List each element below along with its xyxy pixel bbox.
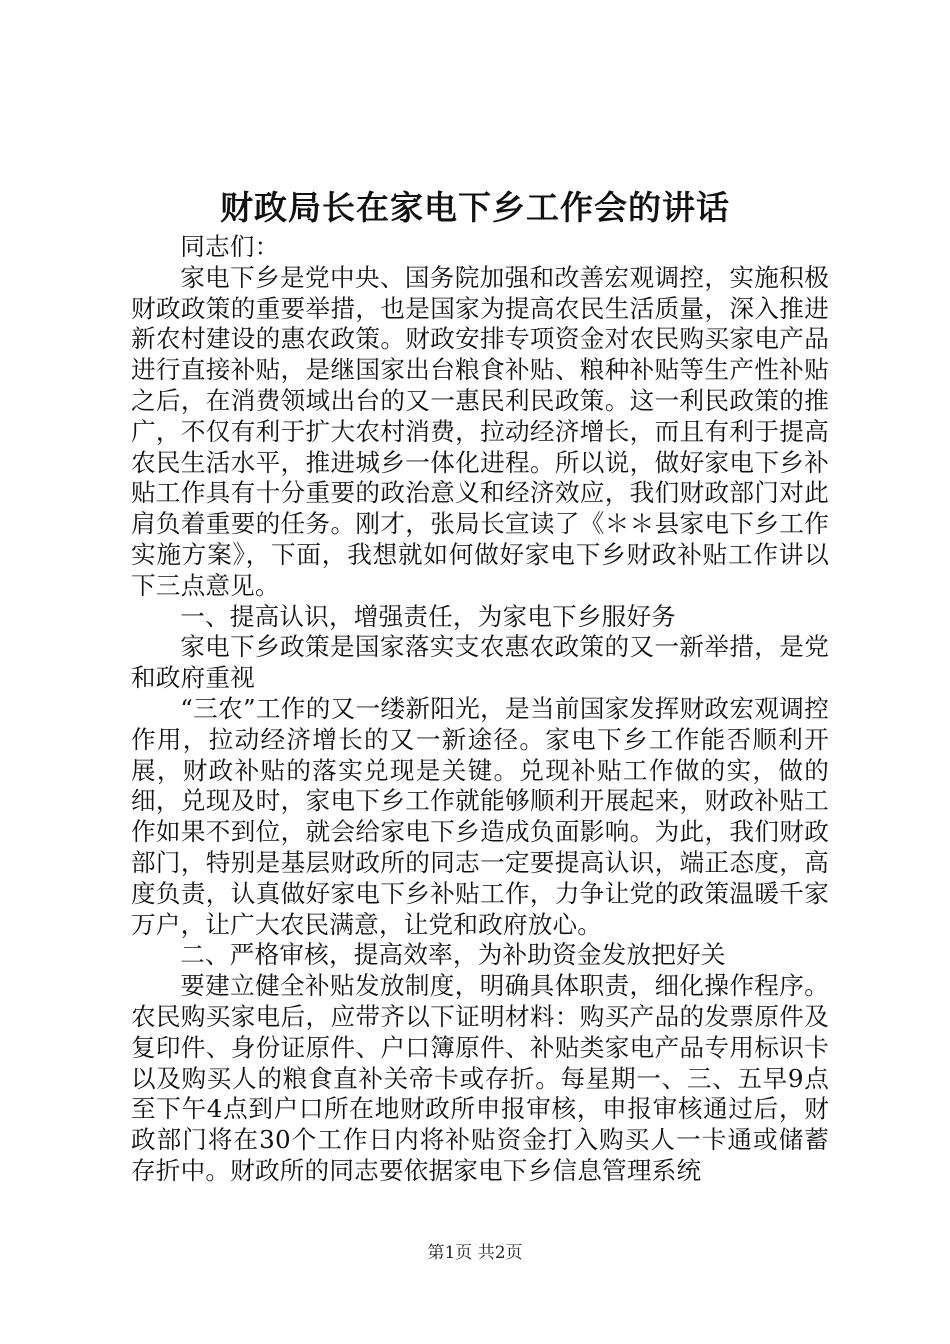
paragraph-section-1b: “三农”工作的又一缕新阳光，是当前国家发挥财政宏观调控作用，拉动经济增长的又一新途径。家电下乡工作能否顺利开展，财政补贴的落实兑现是关键。兑现补贴工作做的实，做的细，兑现及时，家电下乡工作就能够顺利开展起来，财政补贴工作如果不到位，就会给家电下乡造成负面影响。为此，我们财政部门，特别是基层财政所的同志一定要提高认识，端正态度，高度负责，认真做好家电下乡补贴工作，力争让党的政策温暖千家万户，让广大农民满意，让党和政府放心。 [131,693,829,939]
document-body [131,232,829,1187]
salutation: 同志们： [180,232,280,261]
document-title: 财政局长在家电下乡工作会的讲话 [220,188,730,227]
section-heading-2: 二、严格审核，提高效率，为补助资金发放把好关 [180,940,726,970]
section-heading-1: 一、提高认识，增强责任，为家电下乡服好务 [180,601,677,631]
paragraph-intro: 家电下乡是党中央、国务院加强和改善宏观调控，实施积极财政政策的重要举措，也是国家为提高农民生活质量，深入推进新农村建设的惠农政策。财政安排专项资金对农民购买家电产品进行直接补贴，是继国家出台粮食补贴、粮种补贴等生产性补贴之后，在消费领域出台的又一惠民利民政策。这一利民政策的推广，不仅有利于扩大农村消费，拉动经济增长，而且有利于提高农民生活水平，推进城乡一体化进程。所以说，做好家电下乡补贴工作具有十分重要的政治意义和经济效应，我们财政部门对此肩负着重要的任务。刚才，张局长宣读了《＊＊县家电下乡工作实施方案》，下面，我想就如何做好家电下乡财政补贴工作讲以下三点意见。 [131,262,829,600]
paragraph-section-2: 要建立健全补贴发放制度，明确具体职责，细化操作程序。农民购买家电后，应带齐以下证明材料：购买产品的发票原件及复印件、身份证原件、户口簿原件、补贴类家电产品专用标识卡以及购买人的粮食直补关帝卡或存折。每星期一、三、五早9点至下午4点到户口所在地财政所申报审核，申报审核通过后，财政部门将在30个工作日内将补贴资金打入购买人一卡通或储蓄存折中。财政所的同志要依据家电下乡信息管理系统 [131,971,829,1185]
page-number-footer: 第1页 共2页 [427,1243,523,1263]
paragraph-section-1a: 家电下乡政策是国家落实支农惠农政策的又一新举措，是党和政府重视 [131,632,829,693]
